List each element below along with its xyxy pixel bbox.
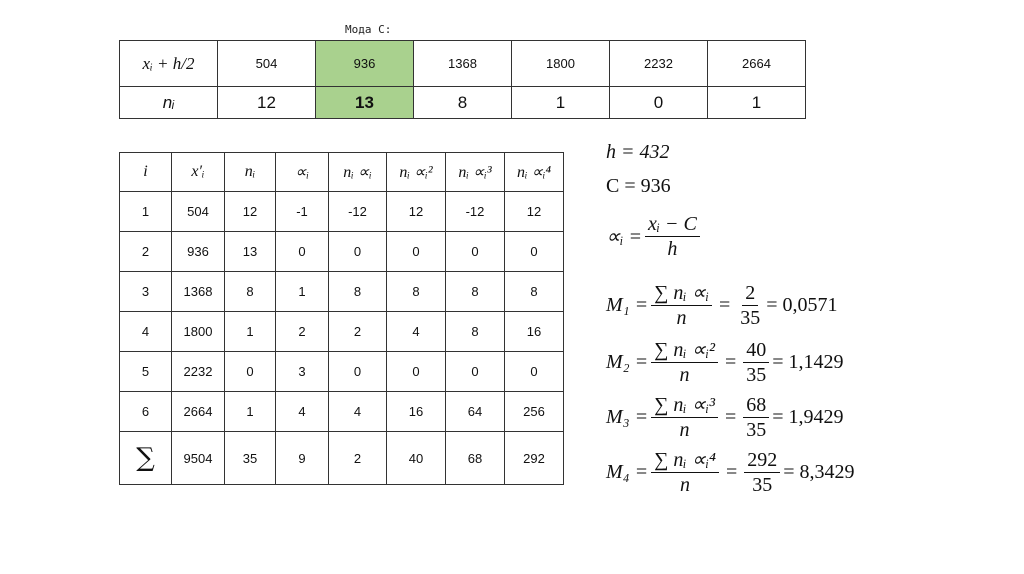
table-cell: 13 [225, 232, 276, 272]
table-cell: 1800 [172, 312, 225, 352]
moment-value-numerator: 68 [743, 393, 769, 418]
table-cell: 2 [120, 232, 172, 272]
moment-result: = 1,1429 [772, 351, 844, 373]
moment-value-denominator: 35 [740, 307, 761, 329]
table-cell: 936 [172, 232, 225, 272]
table-cell: 12 [505, 192, 564, 232]
moment-value-numerator: 292 [744, 448, 780, 473]
mode-cell: 2664 [708, 41, 806, 87]
moment-lhs: M₁ = [606, 294, 649, 316]
moment-numerator: ∑ nᵢ ∝ᵢ [651, 281, 712, 306]
moment-value-numerator: 2 [742, 281, 758, 306]
mode-cell: 8 [414, 87, 512, 119]
sum-cell: 9 [276, 432, 329, 485]
moment-value-fraction [737, 281, 763, 330]
sum-cell: 68 [446, 432, 505, 485]
table-cell: 16 [387, 392, 446, 432]
moment-sum-fraction [651, 393, 718, 442]
moment-result: = 8,3429 [783, 461, 855, 483]
moment-value-denominator: 35 [746, 419, 767, 441]
column-header: nᵢ ∝ᵢ⁴ [505, 153, 564, 192]
table-row [120, 272, 564, 312]
alpha-formula [606, 212, 703, 261]
moment-value-denominator: 35 [746, 364, 767, 386]
table-cell: 12 [387, 192, 446, 232]
column-header: nᵢ ∝ᵢ² [387, 153, 446, 192]
column-header: i [120, 153, 172, 192]
table-row [120, 312, 564, 352]
moment-formula [606, 448, 855, 497]
moment-value-fraction [743, 338, 769, 387]
column-header: nᵢ ∝ᵢ³ [446, 153, 505, 192]
table-cell: -12 [329, 192, 387, 232]
table-cell: 2232 [172, 352, 225, 392]
table-cell: 0 [446, 352, 505, 392]
table-cell: 0 [446, 232, 505, 272]
moment-result: = 0,0571 [766, 294, 838, 316]
table-cell: 0 [276, 232, 329, 272]
sum-icon: ∑ [120, 432, 172, 485]
mode-table-header-x: xᵢ + h/2 [120, 41, 218, 87]
h-value: h = 432 [606, 141, 670, 163]
equals-sign: = [724, 406, 737, 428]
table-cell: 1 [276, 272, 329, 312]
table-cell: 8 [505, 272, 564, 312]
mode-cell: 1800 [512, 41, 610, 87]
table-cell: 0 [505, 352, 564, 392]
moment-denominator: n [680, 474, 691, 496]
table-cell: 2664 [172, 392, 225, 432]
moment-denominator: n [679, 419, 690, 441]
mode-cell-highlighted: 936 [316, 41, 414, 87]
table-cell: 0 [387, 352, 446, 392]
sum-cell: 292 [505, 432, 564, 485]
mode-cell: 0 [610, 87, 708, 119]
mode-cell: 504 [218, 41, 316, 87]
moment-lhs: M₂ = [606, 351, 649, 373]
table-cell: 4 [329, 392, 387, 432]
column-header: nᵢ ∝ᵢ [329, 153, 387, 192]
moment-numerator: ∑ nᵢ ∝ᵢ² [651, 338, 718, 363]
table-cell: 0 [329, 352, 387, 392]
moment-sum-fraction [651, 338, 718, 387]
mode-cell: 1 [512, 87, 610, 119]
equals-sign: = [718, 294, 731, 316]
table-row [120, 192, 564, 232]
mode-cell: 1 [708, 87, 806, 119]
table-cell: 2 [276, 312, 329, 352]
mode-table-row-x [120, 41, 806, 87]
alpha-lhs: ∝ᵢ = [606, 226, 642, 248]
table-cell: 3 [276, 352, 329, 392]
moment-value-denominator: 35 [752, 474, 773, 496]
column-header: nᵢ [225, 153, 276, 192]
table-cell: 8 [446, 272, 505, 312]
table-cell: 8 [446, 312, 505, 352]
table-cell: 5 [120, 352, 172, 392]
moment-numerator: ∑ nᵢ ∝ᵢ⁴ [651, 448, 719, 473]
table-cell: 1 [120, 192, 172, 232]
table-cell: 16 [505, 312, 564, 352]
table-cell: 1 [225, 392, 276, 432]
column-header: x′ᵢ [172, 153, 225, 192]
table-cell: 0 [225, 352, 276, 392]
table-cell: 0 [387, 232, 446, 272]
moment-denominator: n [679, 364, 690, 386]
table-cell: 12 [225, 192, 276, 232]
table-cell: 256 [505, 392, 564, 432]
sum-cell: 9504 [172, 432, 225, 485]
moment-numerator: ∑ nᵢ ∝ᵢ³ [651, 393, 718, 418]
table-row [120, 352, 564, 392]
alpha-denominator: h [667, 238, 678, 260]
column-header: ∝ᵢ [276, 153, 329, 192]
moment-sum-fraction [651, 448, 719, 497]
table-cell: 64 [446, 392, 505, 432]
table-cell: -1 [276, 192, 329, 232]
moment-denominator: n [676, 307, 687, 329]
moment-value-fraction [744, 448, 780, 497]
mode-cell: 1368 [414, 41, 512, 87]
table-cell: 504 [172, 192, 225, 232]
table-cell: 2 [329, 312, 387, 352]
table-cell: -12 [446, 192, 505, 232]
moment-value-numerator: 40 [743, 338, 769, 363]
moment-lhs: M₃ = [606, 406, 649, 428]
moment-result: = 1,9429 [772, 406, 844, 428]
mode-label: Мода C: [345, 23, 392, 36]
moment-formula [606, 338, 844, 387]
moments-table-header-row [120, 153, 564, 192]
mode-table-row-n [120, 87, 806, 119]
moment-formula [606, 393, 844, 442]
mode-cell: 12 [218, 87, 316, 119]
c-value: C = 936 [606, 175, 671, 197]
mode-table [119, 40, 806, 119]
table-cell: 3 [120, 272, 172, 312]
table-cell: 1368 [172, 272, 225, 312]
sum-cell: 40 [387, 432, 446, 485]
moment-value-fraction [743, 393, 769, 442]
equals-sign: = [724, 351, 737, 373]
table-row [120, 232, 564, 272]
moment-sum-fraction [651, 281, 712, 330]
mode-cell: 2232 [610, 41, 708, 87]
table-cell: 4 [120, 312, 172, 352]
table-cell: 4 [276, 392, 329, 432]
sum-row [120, 432, 564, 485]
mode-cell-highlighted: 13 [316, 87, 414, 119]
equals-sign: = [725, 461, 738, 483]
mode-table-header-n: nᵢ [120, 87, 218, 119]
table-cell: 6 [120, 392, 172, 432]
table-cell: 4 [387, 312, 446, 352]
table-cell: 0 [329, 232, 387, 272]
moments-table [119, 152, 564, 485]
sum-cell: 2 [329, 432, 387, 485]
table-cell: 0 [505, 232, 564, 272]
alpha-numerator: xᵢ − C [645, 212, 700, 237]
table-cell: 8 [225, 272, 276, 312]
moment-formula [606, 281, 838, 330]
table-cell: 8 [387, 272, 446, 312]
moment-lhs: M₄ = [606, 461, 649, 483]
table-cell: 1 [225, 312, 276, 352]
sum-cell: 35 [225, 432, 276, 485]
table-cell: 8 [329, 272, 387, 312]
table-row [120, 392, 564, 432]
alpha-fraction [645, 212, 700, 261]
